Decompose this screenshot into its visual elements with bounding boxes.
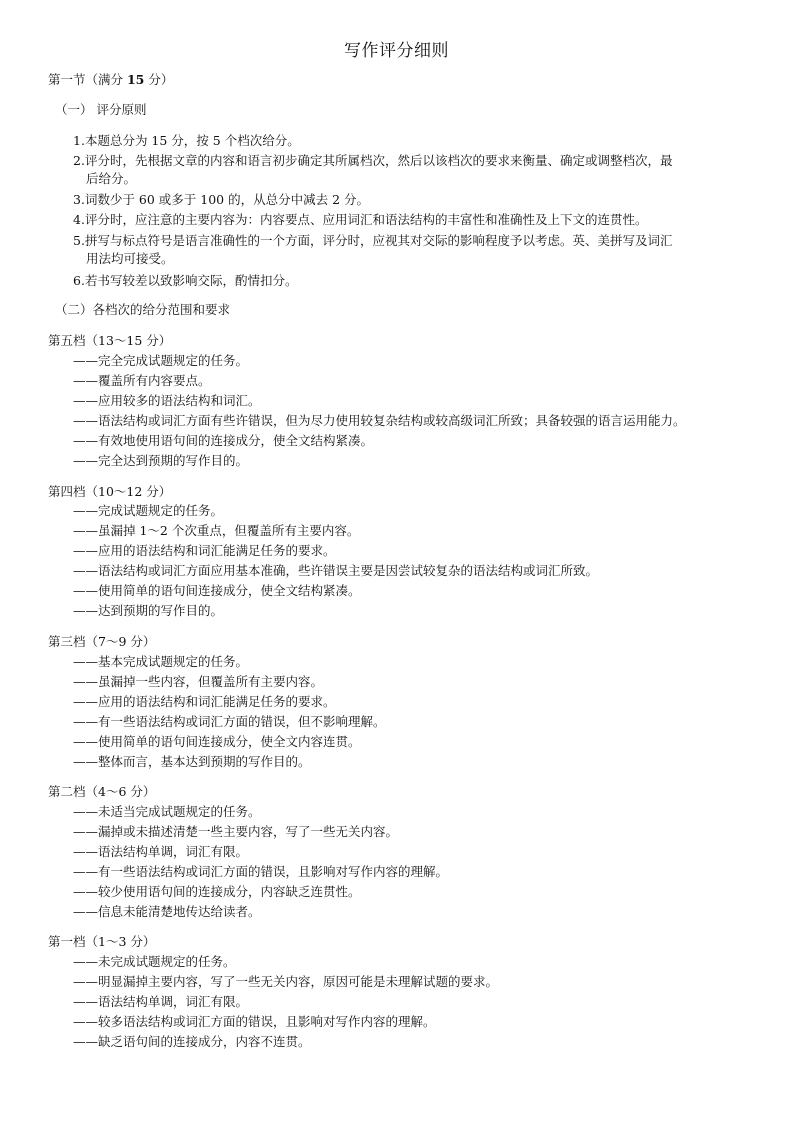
principles-heading: （一） 评分原则 (55, 102, 147, 117)
band-item: ——完全达到预期的写作目的。 (73, 453, 249, 468)
band-item: ——应用的语法结构和词汇能满足任务的要求。 (73, 543, 336, 558)
band-item: ——完全完成试题规定的任务。 (73, 353, 249, 368)
section-heading-prefix: 第一节（满分 (48, 72, 127, 87)
band-item: ——虽漏掉 1～2 个次重点，但覆盖所有主要内容。 (73, 523, 360, 538)
section-heading-suffix: 分） (144, 72, 174, 87)
principle-item (73, 133, 300, 149)
principle-number: 2. (73, 153, 85, 168)
band-item: ——未适当完成试题规定的任务。 (73, 804, 261, 819)
principle-text: 评分时，应注意的主要内容为：内容要点、应用词汇和语法结构的丰富性和准确性及上下文的连贯性。 (84, 212, 648, 227)
principle-text: 本题总分为 15 分，按 5 个档次给分。 (84, 133, 300, 148)
band-item: ——应用较多的语法结构和词汇。 (73, 393, 261, 408)
band-item: ——明显漏掉主要内容，写了一些无关内容，原因可能是未理解试题的要求。 (73, 974, 499, 989)
principle-item (73, 233, 672, 249)
band-item: ——达到预期的写作目的。 (73, 603, 224, 618)
principle-text: 词数少于 60 或多于 100 的，从总分中减去 2 分。 (84, 192, 369, 207)
bands-heading: （二）各档次的给分范围和要求 (55, 302, 231, 317)
principle-number: 6. (73, 273, 85, 288)
principle-continuation: 用法均可接受。 (86, 251, 174, 266)
band-item: ——完成试题规定的任务。 (73, 503, 224, 518)
band-item: ——较多语法结构或词汇方面的错误，且影响对写作内容的理解。 (73, 1014, 436, 1029)
band-item: ——缺乏语句间的连接成分，内容不连贯。 (73, 1034, 311, 1049)
band-item: ——使用简单的语句间连接成分，使全文结构紧凑。 (73, 583, 361, 598)
band-heading: 第一档（1～3 分） (48, 934, 156, 949)
band-item: ——使用简单的语句间连接成分，使全文内容连贯。 (73, 734, 361, 749)
principle-number: 5. (73, 233, 85, 248)
band-item: ——语法结构单调，词汇有限。 (73, 844, 249, 859)
band-heading: 第二档（4～6 分） (48, 784, 156, 799)
principle-item (73, 212, 647, 228)
band-heading: 第四档（10～12 分） (48, 484, 172, 499)
band-heading: 第五档（13～15 分） (48, 333, 172, 348)
band-item: ——较少使用语句间的连接成分，内容缺乏连贯性。 (73, 884, 361, 899)
band-item: ——语法结构或词汇方面应用基本准确，些许错误主要是因尝试较复杂的语法结构或词汇所致。 (73, 563, 599, 578)
principle-number: 4. (73, 212, 85, 227)
band-item: ——语法结构或词汇方面有些许错误，但为尽力使用较复杂结构或较高级词汇所致；具备较强的语言运用能力。 (73, 413, 686, 428)
band-item: ——语法结构单调，词汇有限。 (73, 994, 249, 1009)
principle-text: 评分时，先根据文章的内容和语言初步确定其所属档次，然后以该档次的要求来衡量、确定或调整档次，最 (84, 153, 673, 168)
principle-text: 拼写与标点符号是语言准确性的一个方面，评分时，应视其对交际的影响程度予以考虑。英、美拼写及词汇 (84, 233, 673, 248)
section-full-score: 15 (126, 72, 145, 87)
band-item: ——漏掉或未描述清楚一些主要内容，写了一些无关内容。 (73, 824, 399, 839)
band-item: ——信息未能清楚地传达给读者。 (73, 904, 261, 919)
band-item: ——虽漏掉一些内容，但覆盖所有主要内容。 (73, 674, 324, 689)
principle-text: 若书写较差以致影响交际，酌情扣分。 (84, 273, 298, 288)
band-item: ——应用的语法结构和词汇能满足任务的要求。 (73, 694, 336, 709)
band-item: ——未完成试题规定的任务。 (73, 954, 236, 969)
band-item: ——覆盖所有内容要点。 (73, 373, 211, 388)
principle-continuation: 后给分。 (86, 171, 137, 186)
principle-number: 1. (73, 133, 85, 148)
principle-number: 3. (73, 192, 85, 207)
band-heading: 第三档（7～9 分） (48, 634, 156, 649)
band-item: ——有一些语法结构或词汇方面的错误，但不影响理解。 (73, 714, 386, 729)
principle-item (73, 153, 672, 169)
section-heading (48, 72, 173, 88)
page-title: 写作评分细则 (344, 41, 449, 61)
band-item: ——有一些语法结构或词汇方面的错误，且影响对写作内容的理解。 (73, 864, 449, 879)
principle-item (73, 273, 297, 289)
band-item: ——整体而言，基本达到预期的写作目的。 (73, 754, 311, 769)
principle-item (73, 192, 369, 208)
band-item: ——有效地使用语句间的连接成分，使全文结构紧凑。 (73, 433, 374, 448)
band-item: ——基本完成试题规定的任务。 (73, 654, 249, 669)
